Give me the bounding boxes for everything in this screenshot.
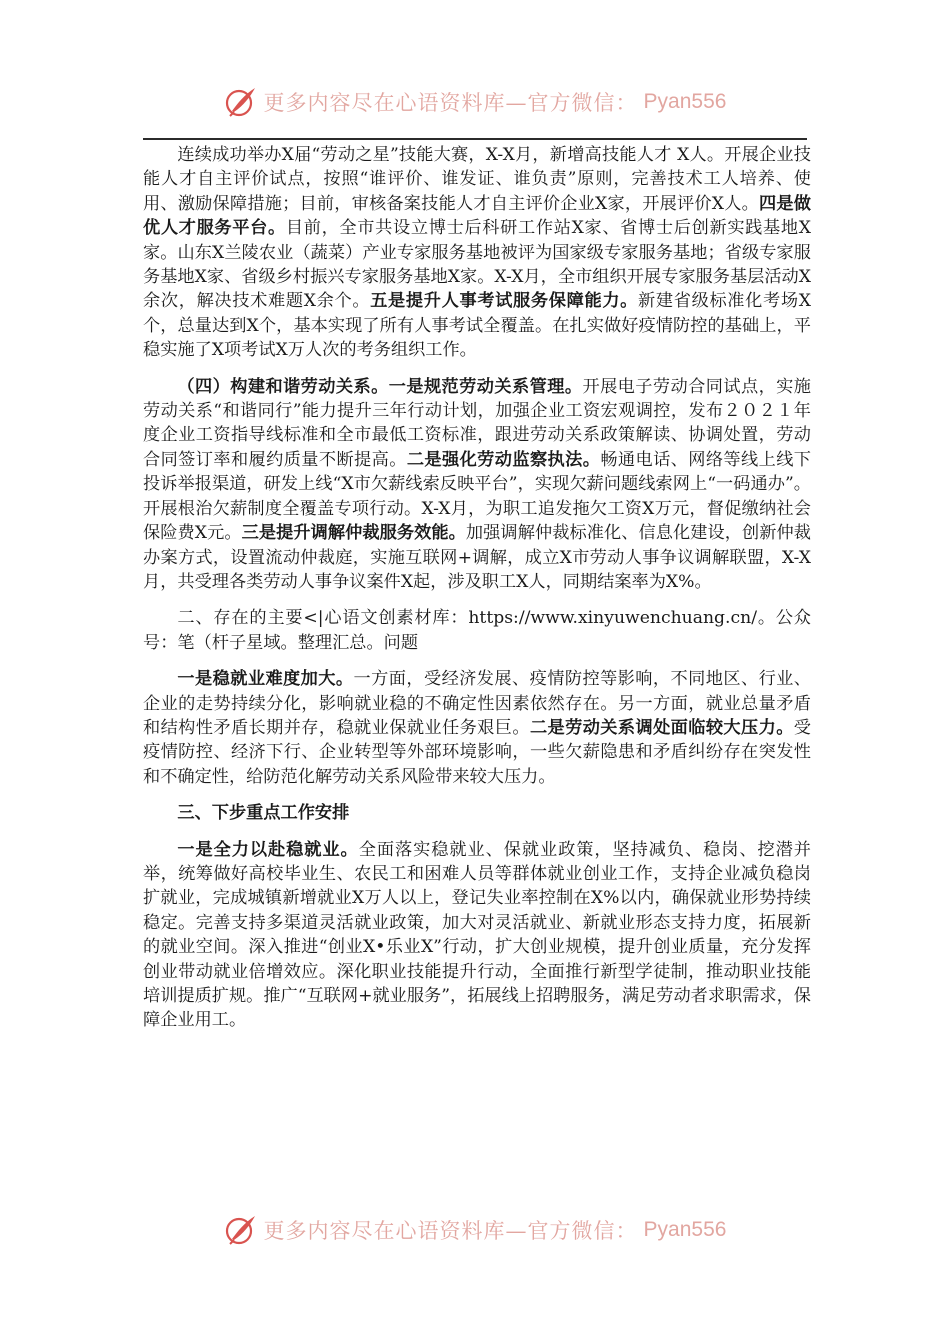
bold-run: 三、下步重点工作安排 <box>177 803 350 824</box>
banner-text: 更多内容尽在心语资料库—官方微信： <box>263 1219 638 1243</box>
paragraph <box>143 375 811 595</box>
text-run: 畅通电话、网络等线上线下投诉举报渠道，研发上线“X市欠薪线索反映平台”，实现欠薪问题线索网上“一码通办”。开展根治欠薪制度全覆盖专项行动。X-X月，为职工追发拖欠工资X万元，督促缴纳社会保险费X元。 <box>143 449 811 544</box>
banner-text: 更多内容尽在心语资料库—官方微信： <box>263 91 638 115</box>
paragraph <box>143 838 811 1033</box>
bold-run: 二是强化劳动监察执法。 <box>406 449 601 470</box>
quill-logo-icon <box>224 85 258 119</box>
text-run: 全面落实稳就业、保就业政策，坚持减负、稳岗、挖潜并举，统筹做好高校毕业生、农民工和困难人员等群体就业创业工作，支持企业减负稳岗扩就业，完成城镇新增就业X万人以上，登记失业率控制在X%以内，确保就业形势持续稳定。完善支持多渠道灵活就业政策，加大对灵活就业、新就业形态支持力度，拓展新的就业空间。深入推进“创业X•乐业X”行动，扩大创业规模，提升创业质量，充分发挥创业带动就业倍增效应。深化职业技能提升行动，全面推行新型学徒制，推动职业技能培训提质扩规。推广“互联网+就业服务”，拓展线上招聘服务，满足劳动者求职需求，保障企业用工。 <box>143 839 811 1031</box>
text-run: 二、存在的主要<|心语文创素材库：https://www.xinyuwenchuang.cn/。公众号：笔（杆子星域。整理汇总。问题 <box>143 608 811 653</box>
paragraph <box>143 667 811 789</box>
header-rule <box>143 138 807 140</box>
text-run: 受疫情防控、经济下行、企业转型等外部环境影响，一些欠薪隐患和矛盾纠纷存在突发性和不确定性，给防范化解劳动关系风险带来较大压力。 <box>143 717 811 787</box>
section-heading <box>143 801 811 825</box>
text-run: 一方面，受经济发展、疫情防控等影响，不同地区、行业、企业的走势持续分化，影响就业稳的不确定性因素依然存在。另一方面，就业总量矛盾和结构性矛盾长期并存，稳就业保就业任务艰巨。 <box>143 669 811 738</box>
footer-banner <box>0 1210 950 1250</box>
paragraph <box>143 606 811 655</box>
banner-wechat-id: Pyan556 <box>643 90 727 113</box>
bold-run: 一是稳就业难度加大。 <box>177 669 354 690</box>
bold-run: （四）构建和谐劳动关系。一是规范劳动关系管理。 <box>177 376 583 397</box>
paragraph <box>143 143 811 363</box>
text-run: 目前，全市共设立博士后科研工作站X家、省博士后创新实践基地X家。山东X兰陵农业（蔬菜）产业专家服务基地被评为国家级专家服务基地；省级专家服务基地X家、省级乡村振兴专家服务基地X家。X-X月，全市组织开展专家服务基层活动X余次，解决技术难题X余个。 <box>143 218 811 312</box>
document-body <box>143 143 811 1045</box>
text-run: 连续成功举办X届“劳动之星”技能大赛，X-X月，新增高技能人才 X人。开展企业技能人才自主评价试点，按照“谁评价、谁发证、谁负责”原则，完善技术工人培养、使用、激励保障措施；目前，审核备案技能人才自主评价企业X家，开展评价X人。 <box>143 145 811 214</box>
text-run: 新建省级标准化考场X个，总量达到X个，基本实现了所有人事考试全覆盖。在扎实做好疫情防控的基础上，平稳实施了X项考试X万人次的考务组织工作。 <box>143 291 811 361</box>
text-run: 加强调解仲裁标准化、信息化建设，创新仲裁办案方式，设置流动仲裁庭，实施互联网+调解，成立X市劳动人事争议调解联盟，X-X月，共受理各类劳动人事争议案件X起，涉及职工X人，同期结案率为X%。 <box>143 523 811 592</box>
bold-run: 二是劳动关系调处面临较大压力。 <box>529 717 794 738</box>
bold-run: 四是做优人才服务平台。 <box>143 193 811 239</box>
text-run: 开展电子劳动合同试点，实施劳动关系“和谐同行”能力提升三年行动计划，加强企业工资宏观调控，发布２０２１年度企业工资指导线标准和全市最低工资标准，跟进劳动关系政策解读、协调处置，劳动合同签订率和履约质量不断提高。 <box>143 376 811 470</box>
banner-wechat-id: Pyan556 <box>643 1218 727 1241</box>
bold-run: 一是全力以赴稳就业。 <box>177 839 359 860</box>
bold-run: 三是提升调解仲裁服务效能。 <box>241 523 466 544</box>
quill-logo-icon <box>224 1213 258 1247</box>
bold-run: 五是提升人事考试服务保障能力。 <box>370 291 639 312</box>
header-banner <box>0 82 950 122</box>
